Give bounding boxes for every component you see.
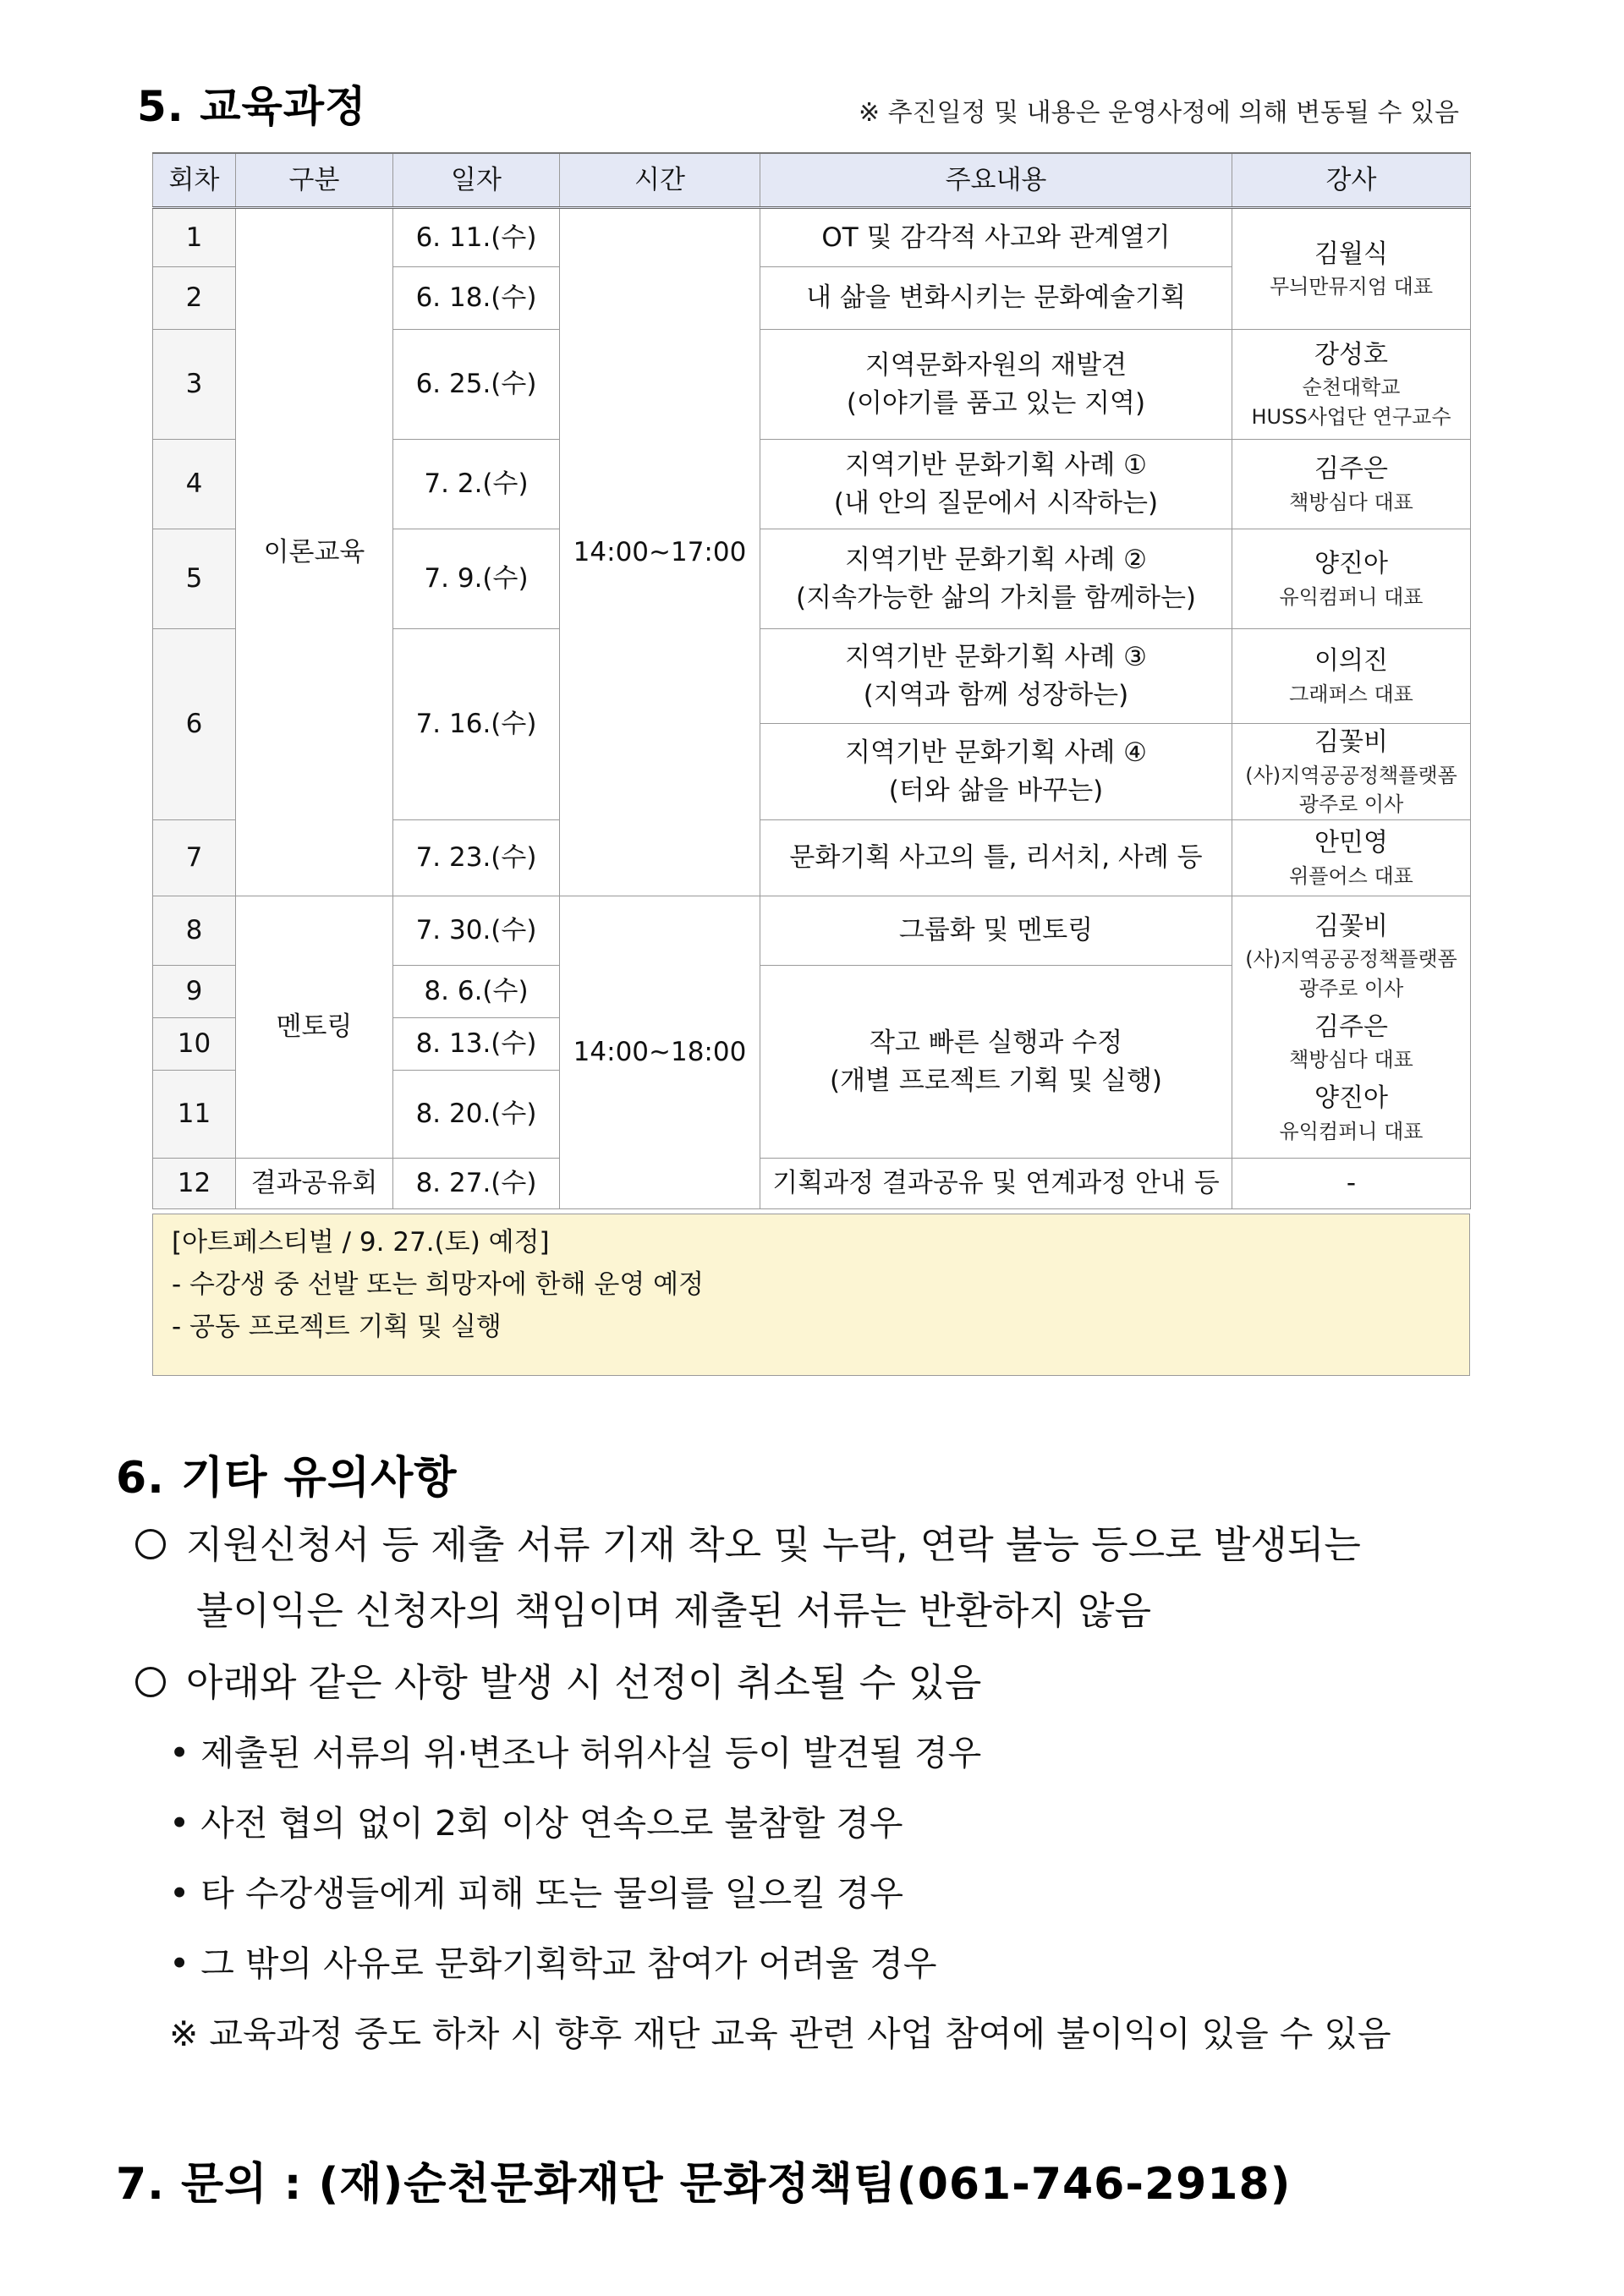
lecturer-cell: - <box>1232 1159 1471 1209</box>
content-line-2: (지역과 함께 성장하는) <box>863 679 1129 710</box>
lecturer-cell <box>1232 820 1471 896</box>
curriculum-table <box>152 152 1471 1209</box>
session-date: 7. 23.(수) <box>393 820 560 896</box>
category-sharing: 결과공유회 <box>236 1159 393 1209</box>
header-session: 회차 <box>153 153 236 208</box>
session-number: 8 <box>153 896 236 966</box>
lecturer-cell <box>1232 724 1471 820</box>
lecturer-name: 김꽃비 <box>1314 911 1388 941</box>
table-row <box>153 896 1471 966</box>
session-content <box>760 724 1232 820</box>
lecturer-org: (사)지역공공정책플랫폼 <box>1245 763 1457 787</box>
time-mentoring: 14:00~18:00 <box>560 896 760 1209</box>
art-festival-box <box>152 1214 1470 1376</box>
content-line-2: (이야기를 품고 있는 지역) <box>846 387 1146 419</box>
content-line-1: 작고 빠른 실행과 수정 <box>869 1027 1123 1058</box>
lecturer-org: 유익컴퍼니 대표 <box>1279 584 1424 609</box>
list-item: • 타 수강생들에게 피해 또는 물의를 일으킬 경우 <box>169 1873 903 1914</box>
circle-bullet-icon <box>135 1529 166 1559</box>
section-7-contact: 7. 문의 : (재)순천문화재단 문화정책팀(061-746-2918) <box>116 2159 1292 2210</box>
time-theory: 14:00~17:00 <box>560 208 760 896</box>
content-line-2: (개별 프로젝트 기획 및 실행) <box>829 1065 1162 1096</box>
table-row <box>153 1159 1471 1209</box>
session-date: 7. 2.(수) <box>393 440 560 529</box>
session-number: 12 <box>153 1159 236 1209</box>
notice-paragraph-2 <box>135 1652 981 1707</box>
lecturer-org: 광주로 이사 <box>1298 792 1404 817</box>
session-number: 5 <box>153 529 236 629</box>
lecturer-name: 양진아 <box>1314 1083 1388 1114</box>
session-date: 8. 20.(수) <box>393 1071 560 1159</box>
header-lecturer: 강사 <box>1232 153 1471 208</box>
lecturer-cell <box>1232 529 1471 629</box>
section-6-title: 6. 기타 유의사항 <box>116 1453 458 1504</box>
lecturer-cell <box>1232 629 1471 724</box>
session-content <box>760 529 1232 629</box>
lecturer-org: 그래퍼스 대표 <box>1289 682 1413 706</box>
content-line-2: (터와 삶을 바꾸는) <box>888 775 1104 806</box>
lecturer-cell <box>1232 208 1471 330</box>
header-content: 주요내용 <box>760 153 1232 208</box>
content-line-1: 지역기반 문화기획 사례 ④ <box>845 737 1147 768</box>
lecturer-cell <box>1232 330 1471 440</box>
notice-text: 불이익은 신청자의 책임이며 제출된 서류는 반환하지 않음 <box>196 1588 1152 1633</box>
circle-bullet-icon <box>135 1667 166 1697</box>
lecturer-org: 위플어스 대표 <box>1289 863 1413 888</box>
content-line-1: 지역문화자원의 재발견 <box>864 349 1127 381</box>
session-date: 7. 9.(수) <box>393 529 560 629</box>
list-item: • 그 밖의 사유로 문화기획학교 참여가 어려울 경우 <box>169 1943 937 1984</box>
festival-title: [아트페스티벌 / 9. 27.(토) 예정] <box>172 1227 550 1258</box>
lecturer-name: 강성호 <box>1314 339 1388 370</box>
session-date: 8. 6.(수) <box>393 966 560 1018</box>
session-date: 7. 30.(수) <box>393 896 560 966</box>
table-row <box>153 208 1471 267</box>
lecturer-name: 안민영 <box>1314 828 1388 858</box>
session-number: 10 <box>153 1018 236 1071</box>
festival-item: - 수강생 중 선발 또는 희망자에 한해 운영 예정 <box>172 1269 705 1300</box>
session-number: 2 <box>153 267 236 330</box>
session-content: 내 삶을 변화시키는 문화예술기획 <box>760 267 1232 330</box>
lecturer-name: 이의진 <box>1314 646 1388 677</box>
session-content: 그룹화 및 멘토링 <box>760 896 1232 966</box>
list-item: • 사전 협의 없이 2회 이상 연속으로 불참할 경우 <box>169 1803 903 1844</box>
session-date: 6. 18.(수) <box>393 267 560 330</box>
lecturer-org: 책방심다 대표 <box>1289 1048 1413 1072</box>
lecturer-org: HUSS사업단 연구교수 <box>1251 405 1451 430</box>
lecturer-name: 김주은 <box>1314 1011 1388 1042</box>
session-number: 9 <box>153 966 236 1018</box>
notice-text: 아래와 같은 사항 발생 시 선정이 취소될 수 있음 <box>186 1660 982 1705</box>
category-mentoring: 멘토링 <box>236 896 393 1159</box>
session-number: 11 <box>153 1071 236 1159</box>
session-content: 문화기획 사고의 틀, 리서치, 사례 등 <box>760 820 1232 896</box>
category-theory: 이론교육 <box>236 208 393 896</box>
content-line-2: (지속가능한 삶의 가치를 함께하는) <box>796 582 1196 613</box>
session-number: 3 <box>153 330 236 440</box>
session-content <box>760 629 1232 724</box>
session-date: 7. 16.(수) <box>393 629 560 820</box>
schedule-change-note: ※ 추진일정 및 내용은 운영사정에 의해 변동될 수 있음 <box>858 98 1459 128</box>
session-number: 6 <box>153 629 236 820</box>
lecturer-org: 무늬만뮤지엄 대표 <box>1269 275 1434 299</box>
lecturer-cell <box>1232 440 1471 529</box>
session-date: 6. 11.(수) <box>393 208 560 267</box>
session-date: 8. 27.(수) <box>393 1159 560 1209</box>
table-header-row <box>153 153 1471 208</box>
session-content <box>760 330 1232 440</box>
lecturer-org: 광주로 이사 <box>1298 977 1404 1001</box>
lecturer-org: 책방심다 대표 <box>1289 490 1413 514</box>
session-content <box>760 440 1232 529</box>
session-number: 1 <box>153 208 236 267</box>
session-number: 7 <box>153 820 236 896</box>
lecturer-org: (사)지역공공정책플랫폼 <box>1245 947 1457 972</box>
content-line-1: 지역기반 문화기획 사례 ② <box>845 544 1147 575</box>
header-time: 시간 <box>560 153 760 208</box>
content-line-1: 지역기반 문화기획 사례 ① <box>845 449 1147 480</box>
session-number: 4 <box>153 440 236 529</box>
lecturer-org: 유익컴퍼니 대표 <box>1279 1119 1424 1143</box>
header-date: 일자 <box>393 153 560 208</box>
festival-item: - 공동 프로젝트 기획 및 실행 <box>172 1312 502 1342</box>
session-date: 6. 25.(수) <box>393 330 560 440</box>
lecturer-name: 김주은 <box>1314 454 1388 485</box>
lecturer-cell <box>1232 896 1471 1159</box>
notice-text: 지원신청서 등 제출 서류 기재 착오 및 누락, 연락 불능 등으로 발생되는 <box>186 1522 1361 1567</box>
section-5-title: 5. 교육과정 <box>137 82 367 131</box>
lecturer-name: 양진아 <box>1314 549 1388 579</box>
session-date: 8. 13.(수) <box>393 1018 560 1071</box>
notice-paragraph-1 <box>135 1514 1361 1569</box>
header-category: 구분 <box>236 153 393 208</box>
dropout-note: ※ 교육과정 중도 하차 시 향후 재단 교육 관련 사업 참여에 불이익이 있을 수 있음 <box>169 2014 1391 2054</box>
lecturer-org: 순천대학교 <box>1302 375 1401 400</box>
list-item: • 제출된 서류의 위·변조나 허위사실 등이 발견될 경우 <box>169 1733 982 1773</box>
session-content <box>760 966 1232 1159</box>
session-content: OT 및 감각적 사고와 관계열기 <box>760 208 1232 267</box>
session-content: 기획과정 결과공유 및 연계과정 안내 등 <box>760 1159 1232 1209</box>
lecturer-name: 김월식 <box>1314 238 1388 269</box>
content-line-2: (내 안의 질문에서 시작하는) <box>833 487 1159 518</box>
content-line-1: 지역기반 문화기획 사례 ③ <box>845 641 1147 672</box>
lecturer-name: 김꽃비 <box>1314 727 1388 757</box>
